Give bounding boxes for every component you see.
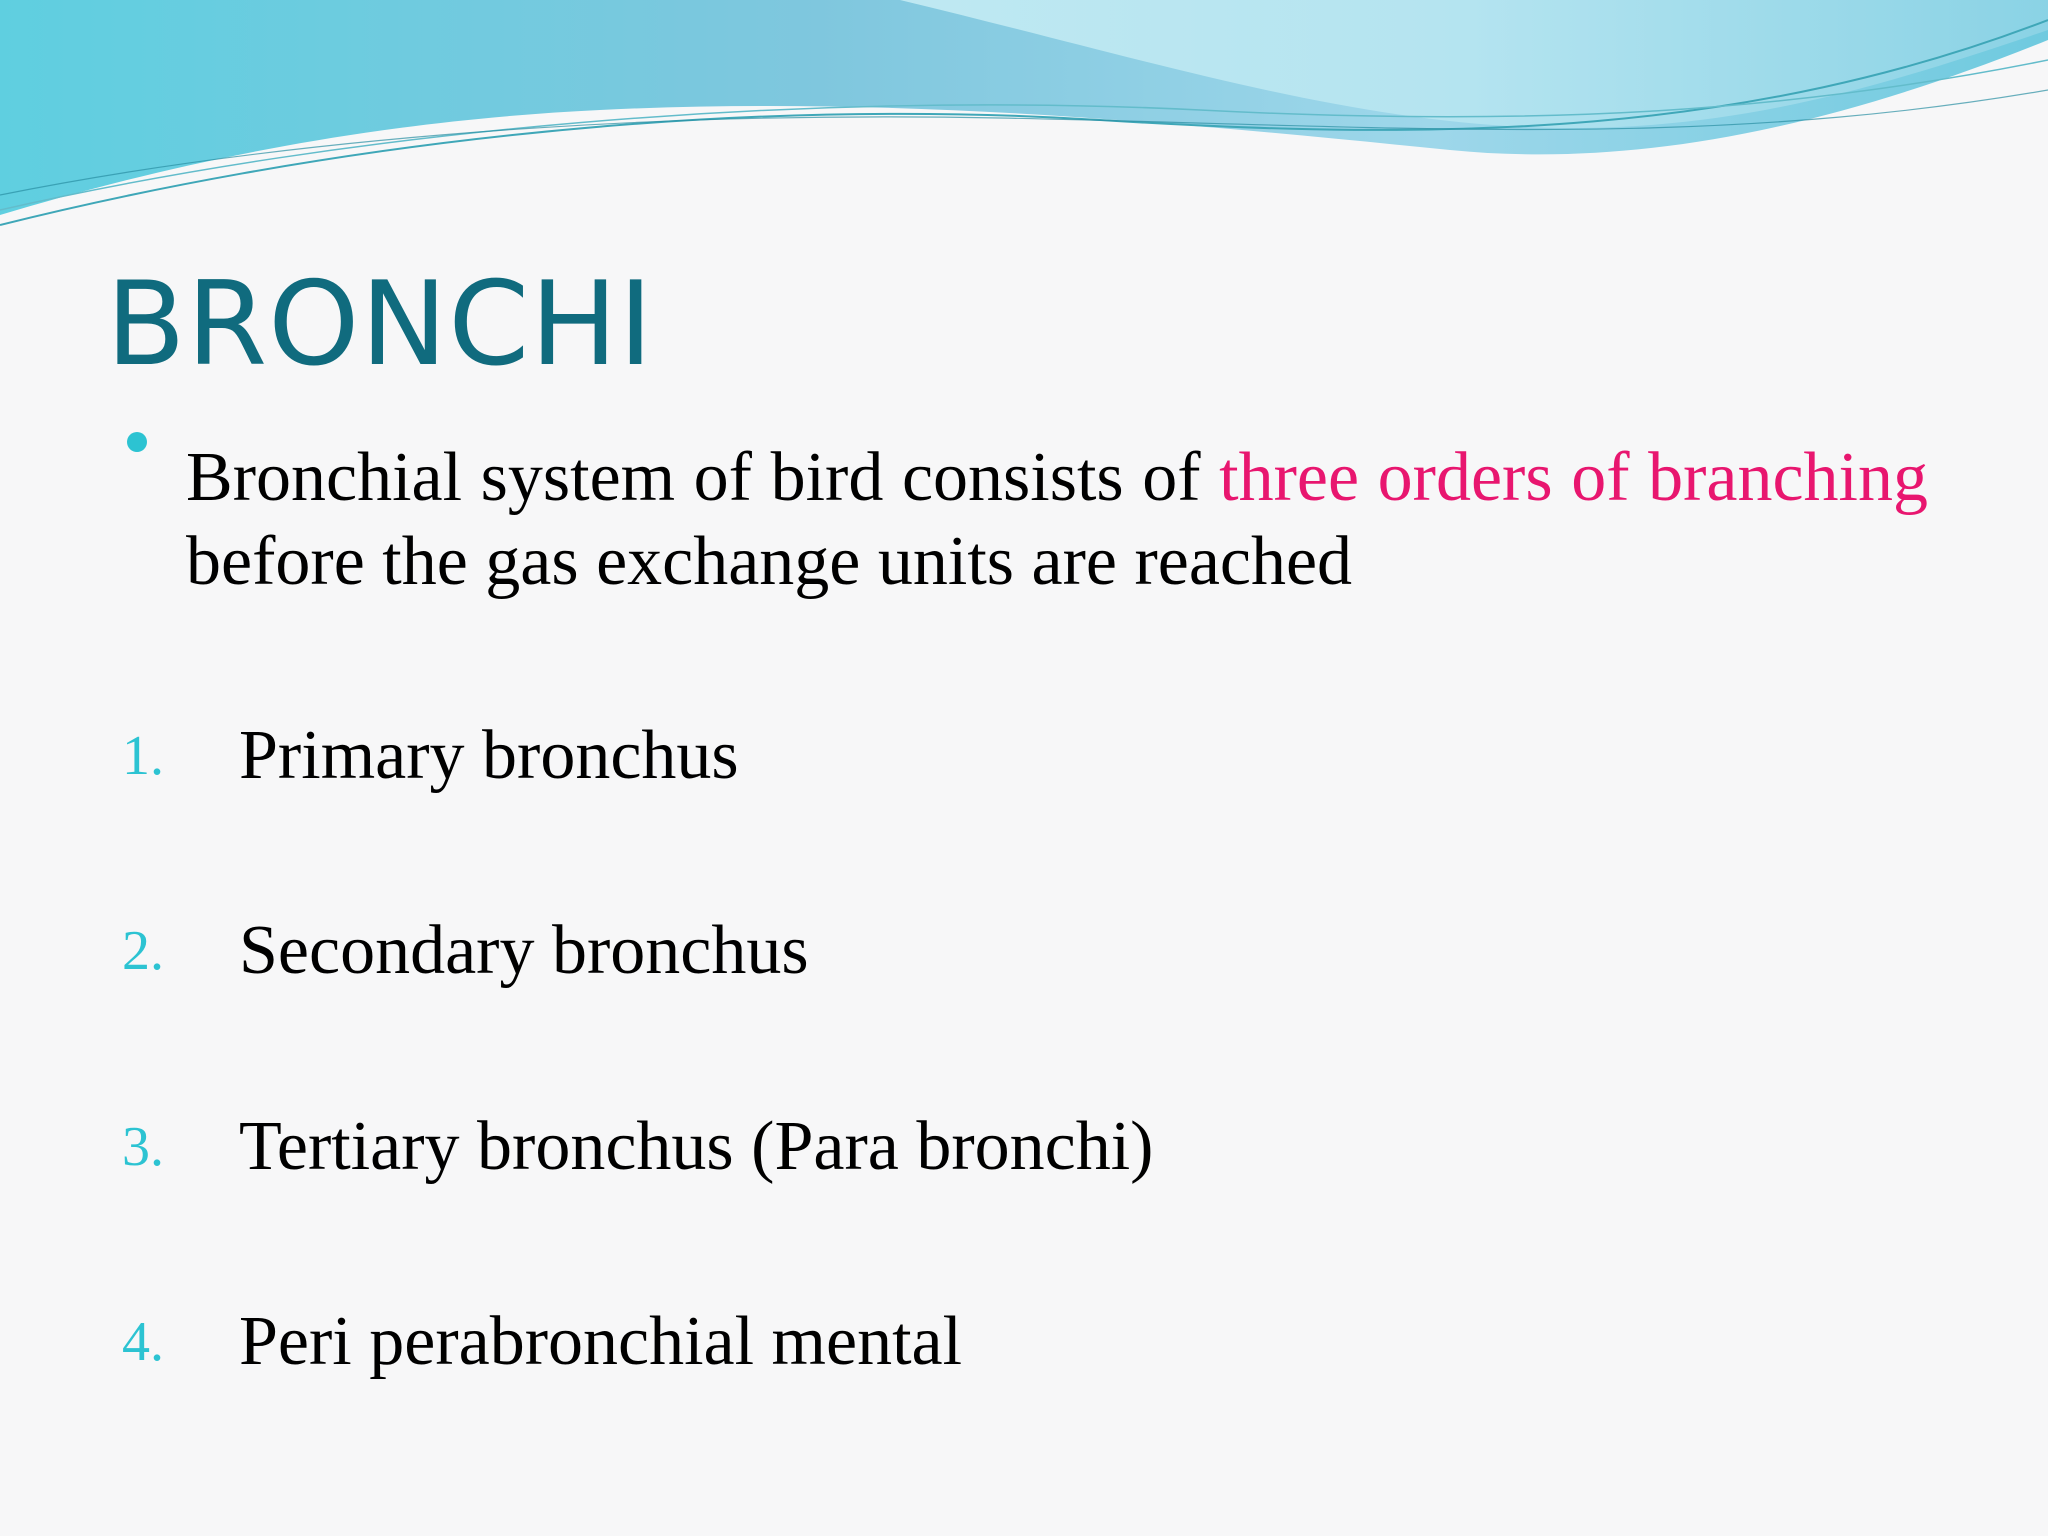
bullet-paragraph: [186, 436, 1928, 604]
list-item: [122, 906, 1422, 996]
wave-banner: [0, 0, 2048, 240]
list-item-number: 1.: [122, 725, 164, 787]
list-item: [122, 711, 1422, 801]
bullet-text-highlight: three orders of branching: [1219, 439, 1929, 516]
list-item-number: 4.: [122, 1311, 164, 1373]
list-item-text: Secondary bronchus: [239, 912, 809, 989]
bullet-text-part-2: before the gas exchange units are reached: [186, 523, 1353, 600]
list-item: [122, 1102, 1422, 1192]
bullet-dot-icon: [127, 432, 147, 452]
list-item-number: 2.: [122, 920, 164, 982]
list-item-text: Tertiary bronchus (Para bronchi): [239, 1108, 1154, 1185]
list-item-text: Peri perabronchial mental: [239, 1303, 963, 1380]
bullet-text-part-1: Bronchial system of bird consists of: [186, 439, 1201, 516]
list-item-number: 3.: [122, 1116, 164, 1178]
slide-title: BRONCHI: [106, 257, 654, 392]
list-item-text: Primary bronchus: [239, 717, 739, 794]
list-item: [122, 1297, 1422, 1387]
